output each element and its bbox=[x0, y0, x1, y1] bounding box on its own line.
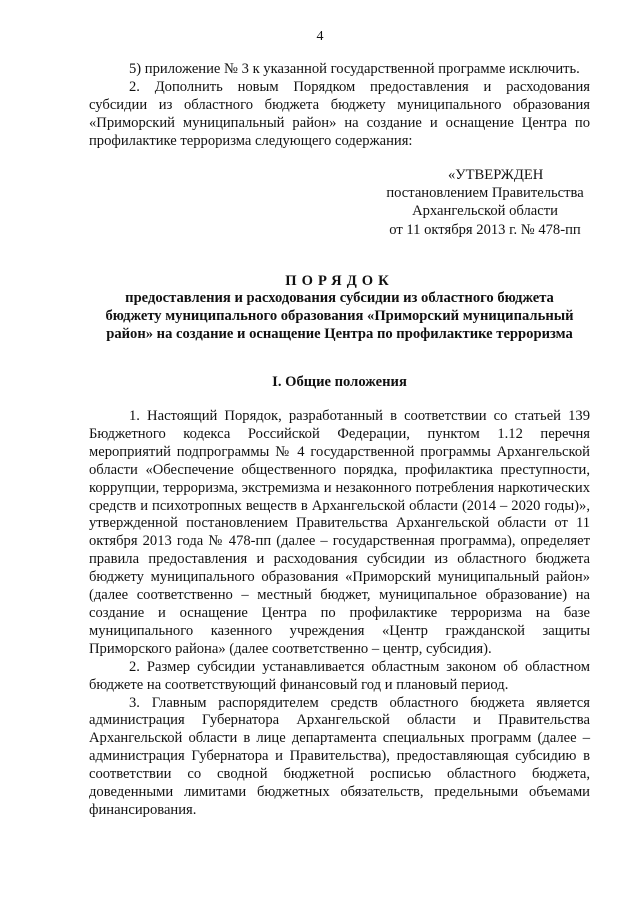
approval-line-1: «УТВЕРЖДЕН bbox=[448, 167, 544, 183]
subtitle-line-1: предоставления и расходования субсидии из областного бюджета bbox=[125, 290, 554, 306]
item-2-first-line: 2. Дополнить новым Порядком предоставления и расходования bbox=[129, 78, 590, 95]
approval-line-3: Архангельской области bbox=[412, 203, 558, 220]
document-subtitle bbox=[89, 290, 590, 344]
subtitle-line-3: район» на создание и оснащение Центра по профилактике терроризма bbox=[106, 325, 573, 342]
main-text bbox=[89, 408, 590, 820]
section-heading: I. Общие положения bbox=[272, 374, 407, 390]
approval-line-2: постановлением Правительства bbox=[386, 185, 584, 202]
top-block bbox=[89, 61, 590, 151]
item-5: 5) приложение № 3 к указанной государственной программе исключить. bbox=[129, 61, 580, 77]
paragraph-3: 3. Главным распорядителем средств областного бюджета является администрация Губернатора Архангельской области и Правительства Архангельской области в лице департамента специальных программ (далее – администрация Губернатора и Правительства), предоставляющая субсидию в соответствии со сводной бюджетной росписью областного бюджета, доведенными лимитами бюджетных обязательств, предельными объемами финансирования. bbox=[89, 694, 590, 818]
approval-line-4: от 11 октября 2013 г. № 478-пп bbox=[389, 221, 581, 238]
item-2-rest: субсидии из областного бюджета бюджету муниципального образования «Приморский муниципальный район» на создание и оснащение Центра по профилактике терроризма следующего содержания: bbox=[89, 96, 590, 149]
approval-stamp bbox=[380, 166, 590, 239]
document-title: ПОРЯДОК bbox=[285, 273, 394, 289]
subtitle-line-2: бюджету муниципального образования «Приморский муниципальный bbox=[105, 307, 574, 324]
paragraph-1: 1. Настоящий Порядок, разработанный в соответствии со статьей 139 Бюджетного кодекса Российской Федерации, пунктом 1.12 перечня мероприятий подпрограммы № 4 государственной программы Архангельской области «Обеспечение общественного порядка, профилактика преступности, коррупции, терроризма, экстремизма и незаконного потребления наркотических средств и психотропных веществ в Архангельской области (2014 – 2020 годы)», утвержденной постановлением Правительства Архангельской области от 11 октября 2013 года № 478-пп (далее – государственная программа), определяет правила предоставления и расходования субсидии из областного бюджета бюджету муниципального образования «Приморский муниципальный район» (далее соответственно – местный бюджет, муниципальное образование) на создание и оснащение Центра по профилактике терроризма на базе муниципального казенного учреждения «Центр гражданской защиты Приморского района» (далее соответственно – центр, субсидия). bbox=[89, 408, 590, 657]
paragraph-2: 2. Размер субсидии устанавливается областным законом об областном бюджете на соответствующий финансовый год и плановый период. bbox=[89, 658, 590, 693]
page-number: 4 bbox=[316, 29, 324, 44]
